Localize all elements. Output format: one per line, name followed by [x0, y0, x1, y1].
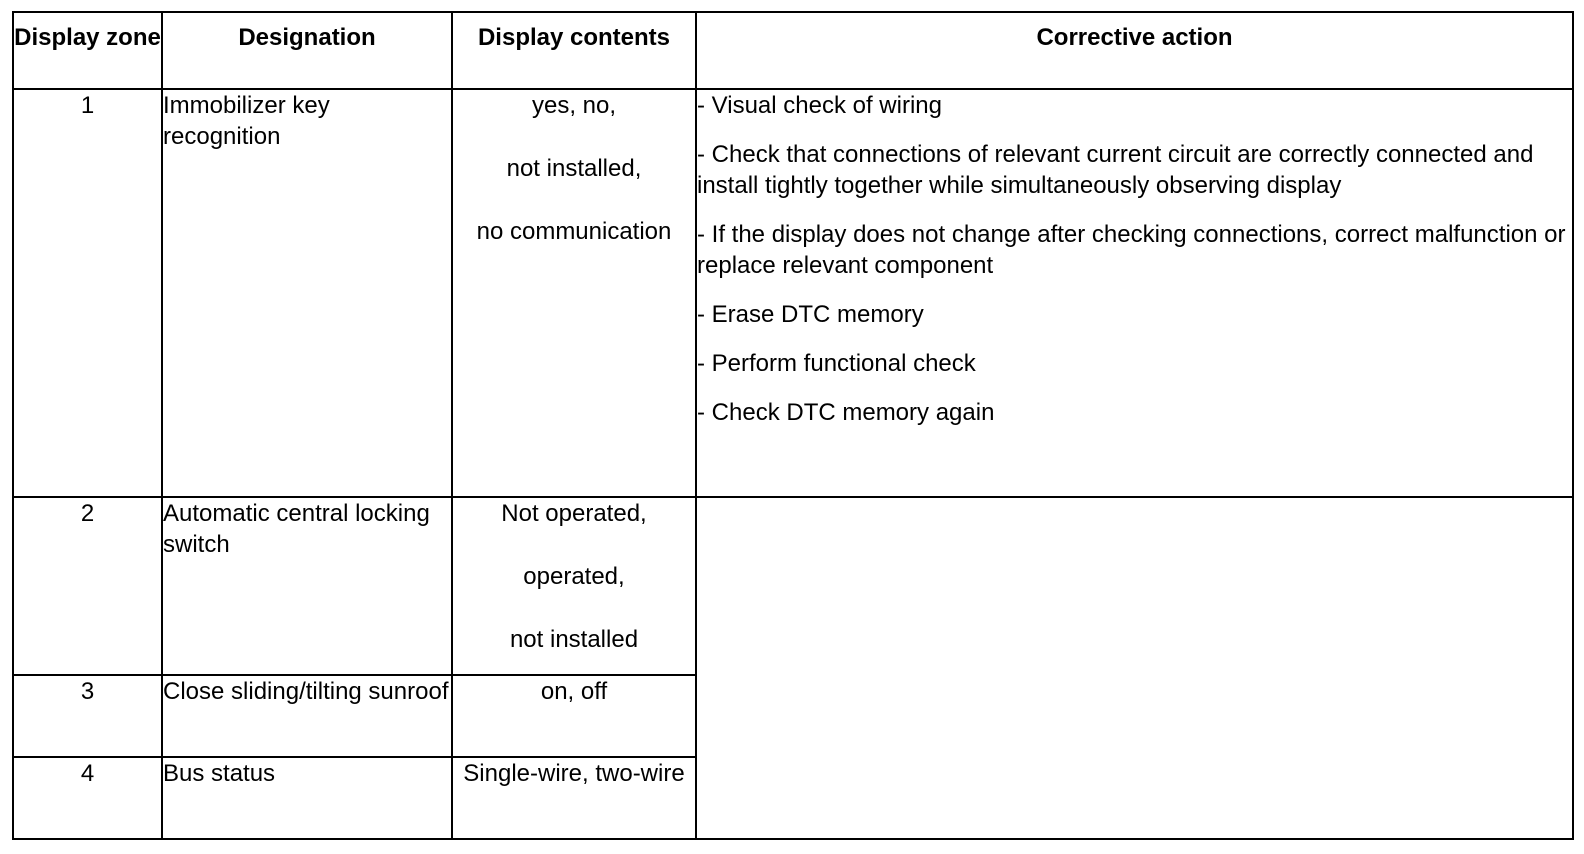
- display-contents-cell: [452, 757, 696, 839]
- display-option: not installed,: [506, 155, 642, 182]
- header-row: [13, 12, 1573, 89]
- display-contents-cell: [452, 89, 696, 497]
- display-option: no communication: [476, 218, 672, 245]
- header-display-zone: Display zone: [13, 12, 162, 89]
- designation-cell: Close sliding/tilting sunroof: [162, 675, 452, 757]
- display-zone-cell: 3: [13, 675, 162, 757]
- corrective-step: - Visual check of wiring: [697, 92, 942, 119]
- corrective-action-cell: [696, 89, 1573, 497]
- display-zone-cell: 2: [13, 497, 162, 675]
- corrective-step: - Check DTC memory again: [697, 399, 995, 426]
- designation-cell: Bus status: [162, 757, 452, 839]
- empty-action-cell: [696, 497, 1573, 839]
- table-row: [13, 497, 1573, 675]
- display-option: operated,: [523, 563, 625, 590]
- display-zone-cell: 1: [13, 89, 162, 497]
- display-option: yes, no,: [531, 92, 617, 119]
- display-contents-cell: [452, 497, 696, 675]
- display-zone-cell: 4: [13, 757, 162, 839]
- header-display-contents: Display contents: [452, 12, 696, 89]
- header-designation: Designation: [162, 12, 452, 89]
- corrective-step: - Perform functional check: [697, 350, 976, 377]
- corrective-step: - Check that connections of relevant current circuit are correctly connected and install tightly together while simultaneously observing display: [697, 141, 1534, 199]
- display-option: on, off: [540, 678, 608, 705]
- header-corrective-action: Corrective action: [696, 12, 1573, 89]
- display-option: not installed: [509, 626, 639, 653]
- display-option: Not operated,: [501, 500, 647, 527]
- diagnostic-table: [12, 11, 1574, 840]
- designation-cell: Immobilizer key recognition: [162, 89, 452, 497]
- display-option: Single-wire, two-wire: [463, 760, 685, 787]
- designation-cell: Automatic central locking switch: [162, 497, 452, 675]
- corrective-step: - If the display does not change after checking connections, correct malfunction or replace relevant component: [697, 221, 1566, 279]
- display-contents-cell: [452, 675, 696, 757]
- table-row: [13, 89, 1573, 497]
- corrective-step: - Erase DTC memory: [697, 301, 924, 328]
